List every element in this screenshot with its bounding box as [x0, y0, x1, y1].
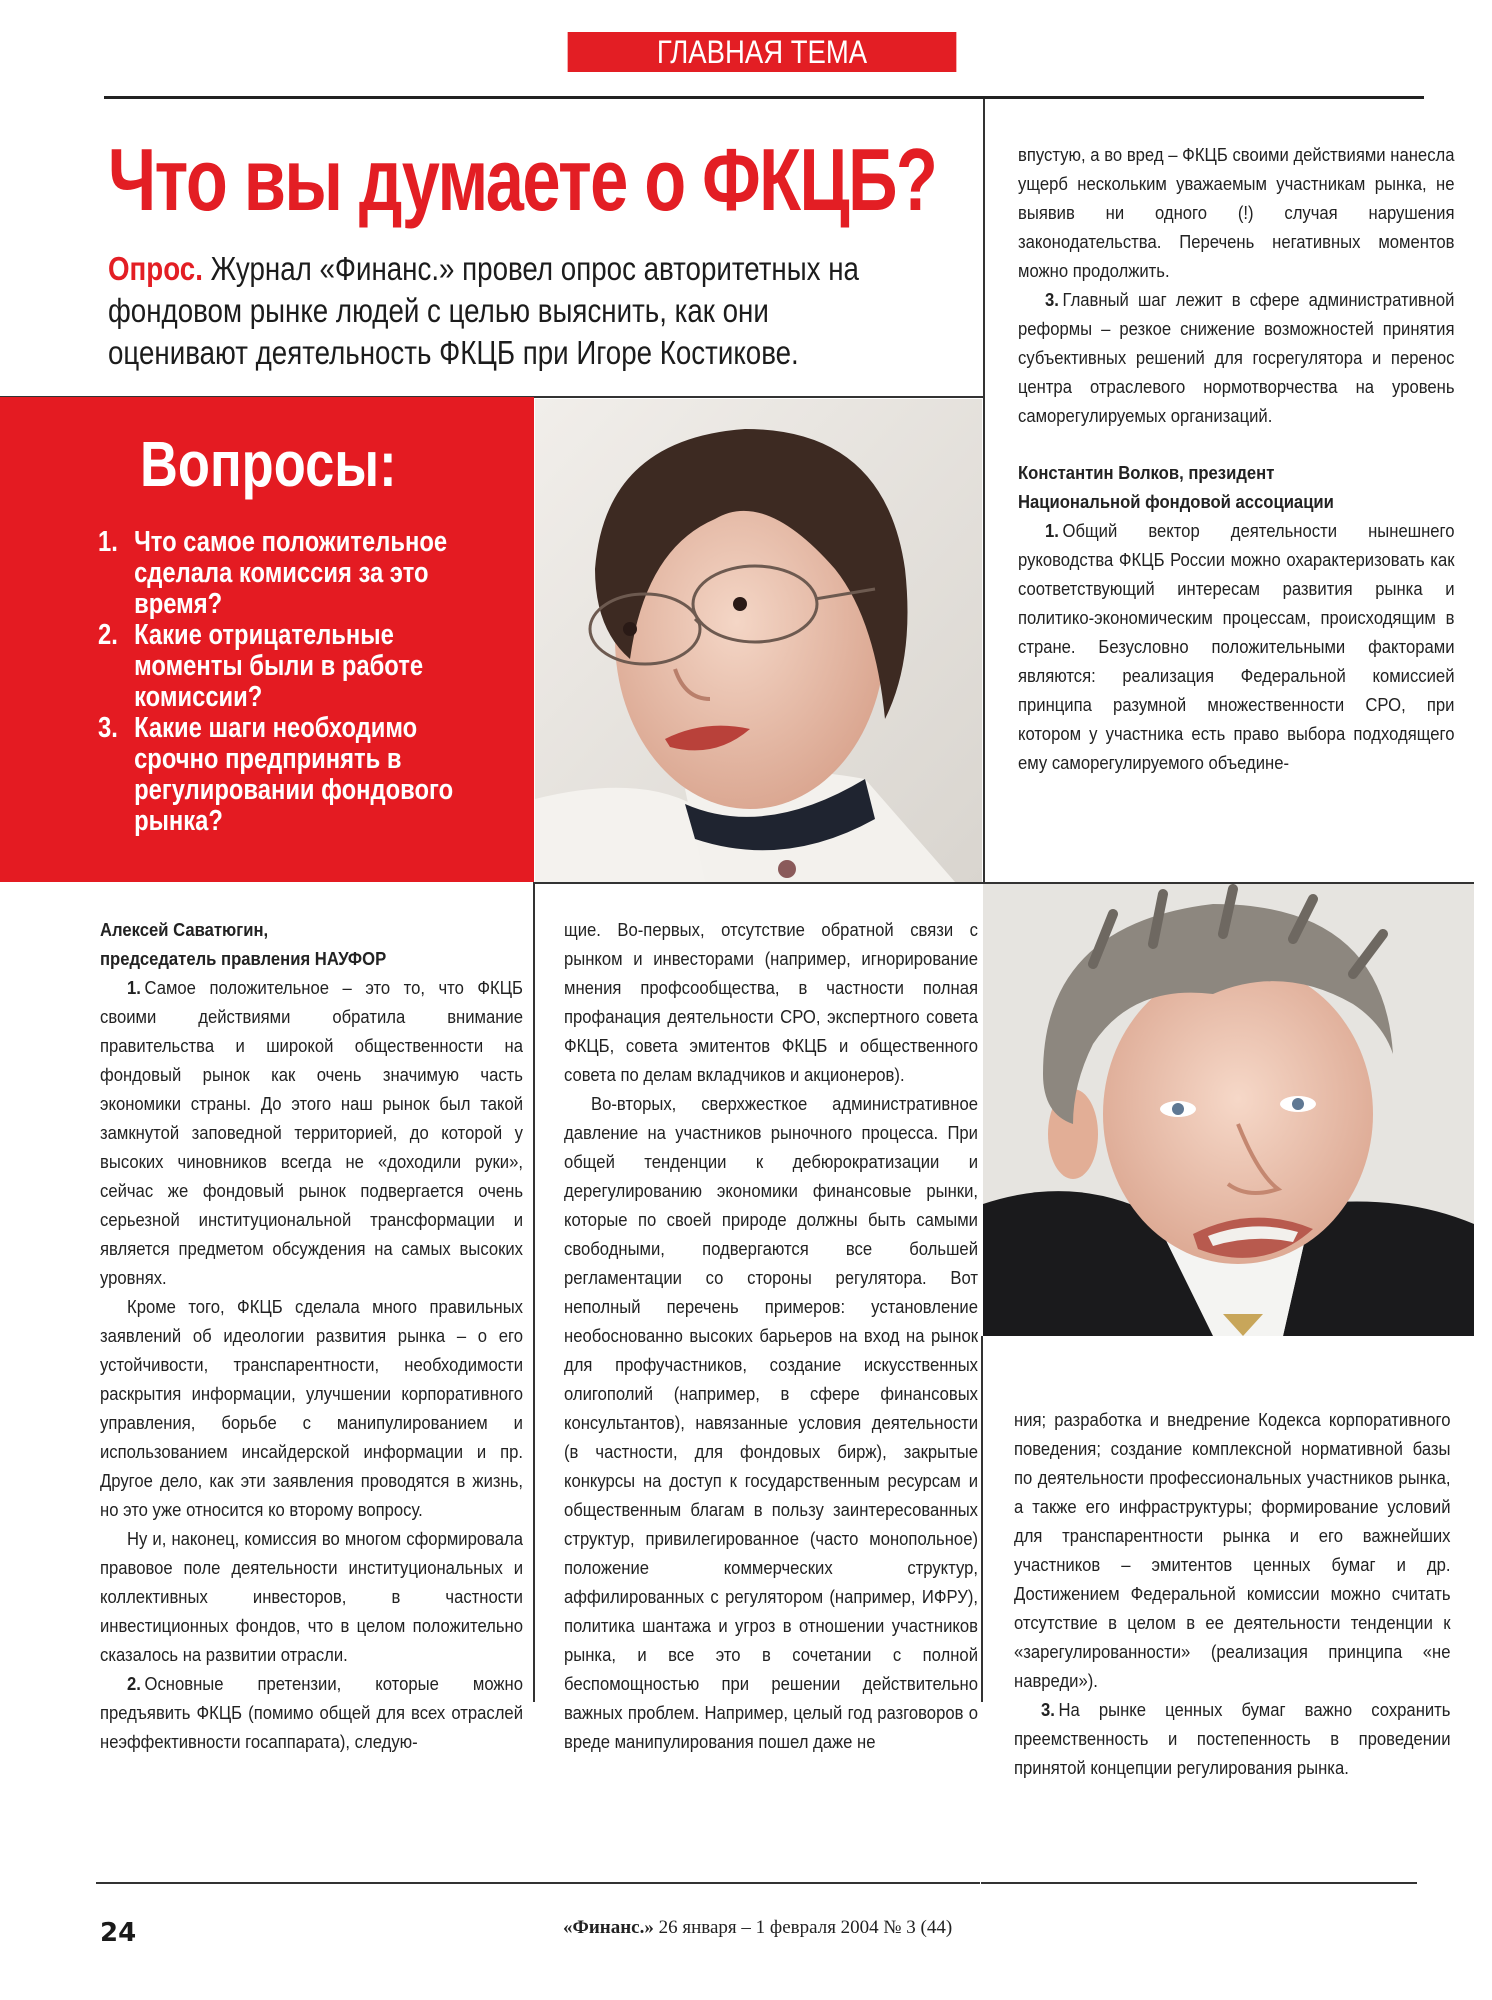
photo-savatyugin [535, 399, 982, 882]
article-paragraph [100, 973, 523, 1292]
lead-text: Журнал «Финанс.» провел опрос авторитетных на фондовом рынке людей с целью выяснить, как они оценивают деятельность ФКЦБ при Игоре Костикове. [108, 250, 859, 371]
question-item [98, 620, 483, 713]
issue-date: 26 января – 1 февраля 2004 № 3 (44) [653, 1917, 953, 1938]
divider-vertical-top-right [983, 99, 985, 886]
question-text: Какие шаги необходимо срочно предпринять в регулировании фондового рынка? [134, 712, 454, 837]
author-name: Алексей Саватюгин, [100, 919, 269, 940]
divider-horizontal-bottom [96, 1882, 980, 1884]
article-paragraph: ния; разработка и внедрение Кодекса корпоративного поведения; создание комплексной нормативной базы по деятельности профессиональных участников рынка, а также его инфраструктуры; формирование условий для транспарентности рынка и его важнейших участников – эмитентов ценных бумаг и др. Достижением Федеральной комиссии можно считать отсутствие в целом в ее деятельности тенденции к «зарегулированности» (реализация принципа «не навреди»). [1014, 1409, 1451, 1691]
column-right-bottom [1014, 1405, 1459, 1782]
column-right-top [1018, 140, 1454, 777]
lead-paragraph [108, 248, 864, 374]
questions-title: Вопросы: [140, 428, 397, 500]
answer-number: 1. [1045, 520, 1059, 541]
photo-volkov [983, 884, 1474, 1336]
answer-number: 3. [1041, 1699, 1055, 1720]
answer-text: Общий вектор деятельности нынешнего руководства ФКЦБ России можно охарактеризовать как соответствующий интересам развития рынка и политико-экономическим процессам, происходящим в стране. Безусловно положительными факторами являются: реализация Федеральной комиссией принципа разумной множественности СРО, при котором у участника есть право выбора подходящего ему саморегулируемого объедине- [1018, 520, 1455, 773]
answer-text: Главный шаг лежит в сфере административной реформы – резкое снижение возможностей принятия субъективных решений для госрегулятора и перенос центра отраслевого нормотворчества на уровень саморегулируемых организаций. [1018, 289, 1455, 426]
portrait-image [535, 399, 982, 882]
lead-tag: Опрос. [108, 250, 203, 287]
article-paragraph [100, 1669, 523, 1756]
top-rule [104, 96, 1424, 99]
divider-horizontal-bottom-right [981, 1882, 1417, 1884]
article-paragraph: щие. Во-первых, отсутствие обратной связи с рынком и инвесторами (например, игнорирование мнения профсообщества, в частности полная профанация деятельности СРО, экспертного совета ФКЦБ, совета эмитентов ФКЦБ и общественного совета по делам вкладчиков и акционеров). [564, 919, 978, 1085]
author-name: Константин Волков, президент [1018, 462, 1275, 483]
question-number: 3. [98, 712, 118, 744]
answer-text: Самое положительное – это то, что ФКЦБ своими действиями обратила внимание правительства и широкой общественности на фондовый рынок как очень значимую часть экономики страны. До этого наш рынок был такой замкнутой заповедной территорией, до которой у высоких чиновников всегда не «доходили руки», сейчас же фондовый рынок подвергается очень серьезной институциональной трансформации и является предметом обсуждения на самых высоких уровнях. [100, 977, 523, 1288]
column-middle [564, 915, 1022, 1756]
article-paragraph: Кроме того, ФКЦБ сделала много правильных заявлений об идеологии развития рынка – о его устойчивости, транспарентности, необходимости раскрытия информации, улучшении корпоративного управления, борьбе с манипулированием и использованием инсайдерской информации и пр. Другое дело, как эти заявления проводятся в жизнь, но это уже относится ко второму вопросу. [100, 1296, 523, 1520]
questions-list [98, 527, 483, 837]
footer-issue-info [563, 1917, 952, 1939]
question-text: Какие отрицательные моменты были в работе комиссии? [134, 619, 424, 713]
author-title: Национальной фондовой ассоциации [1018, 491, 1334, 512]
answer-text: На рынке ценных бумаг важно сохранить преемственность и постепенность в проведении принятой концепции регулирования рынка. [1014, 1699, 1451, 1778]
question-item [98, 527, 483, 620]
question-number: 2. [98, 619, 118, 651]
article-paragraph: Ну и, наконец, комиссия во многом сформировала правовое поле деятельности институциональных и коллективных инвесторов, в частности инвестиционных фондов, что в целом положительно сказалось на развитии отрасли. [100, 1528, 523, 1665]
magazine-name: «Финанс.» [563, 1917, 654, 1938]
section-rubric: ГЛАВНАЯ ТЕМА [568, 32, 957, 72]
question-number: 1. [98, 526, 118, 558]
article-paragraph [1018, 516, 1455, 777]
article-paragraph: Во-вторых, сверхжесткое административное давление на участников рыночного процесса. При общей тенденции к дебюрократизации и дерегулированию экономики финансовые рынки, которые по своей природе должны быть самыми свободными, подвергаются все большей регламентации со стороны регулятора. Вот неполный перечень примеров: установление необоснованно высоких барьеров на вход на рынок для профучастников, создание искусственных олигополий (например, в сфере финансовых консультантов), навязанные условия деятельности (в частности, для фондовых бирж), закрытые конкурсы на доступ к государственным ресурсам и общественным благам в пользу заинтересованных структур, привилегированное (часто монопольное) положение коммерческих структур, аффилированных с регулятором (например, ИФРУ), политика шантажа и угроз в отношении участников рынка, и все это в сочетании с полной беспомощностью при решении действительно важных проблем. Например, целый год разговоров о вреде манипулирования пошел даже не [564, 1093, 978, 1752]
answer-number: 1. [127, 977, 141, 998]
column-left [100, 915, 558, 1756]
questions-box [0, 397, 534, 882]
question-text: Что самое положительное сделала комиссия за это время? [134, 526, 448, 620]
answer-text: Основные претензии, которые можно предъявить ФКЦБ (помимо общей для всех отраслей неэффективности госаппарата), следую- [100, 1673, 523, 1752]
answer-number: 2. [127, 1673, 141, 1694]
author-title: председатель правления НАУФОР [100, 948, 387, 969]
answer-number: 3. [1045, 289, 1059, 310]
question-item [98, 713, 483, 837]
article-paragraph [1014, 1695, 1451, 1782]
article-paragraph [1018, 285, 1455, 430]
page-title: Что вы думаете о ФКЦБ? [108, 130, 937, 229]
page-number: 24 [100, 1918, 137, 1948]
portrait-image [983, 884, 1474, 1336]
article-paragraph: впустую, а во вред – ФКЦБ своими действиями нанесла ущерб нескольким уважаемым участникам рынка, не выявив ни одного (!) случая нарушения законодательства. Перечень негативных моментов можно продолжить. [1018, 144, 1455, 281]
